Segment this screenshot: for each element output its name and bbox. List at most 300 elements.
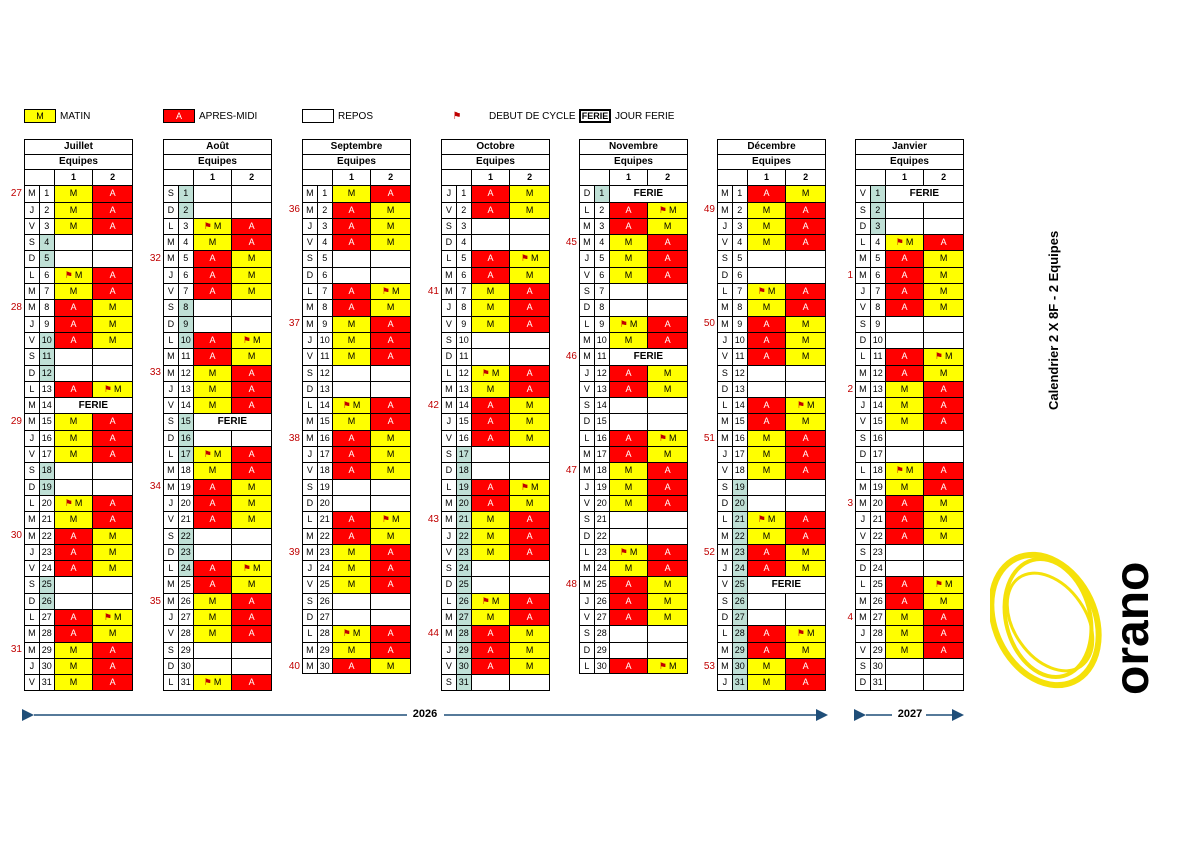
shift-cell: A [472, 414, 511, 429]
week-number: 2 [847, 383, 853, 395]
shift-cell: M [472, 317, 511, 332]
day-number: 19 [457, 480, 472, 495]
day-row [302, 381, 411, 397]
shift-cell: A [232, 219, 271, 234]
weekday: S [303, 480, 318, 495]
ferie-label: FERIE [217, 416, 248, 428]
weekday: S [718, 594, 733, 609]
shift-cell: A [472, 203, 511, 218]
weekday: M [164, 349, 179, 364]
day-row [579, 397, 688, 413]
day-number: 10 [871, 333, 886, 348]
shift-cell: ⚑ M [610, 545, 649, 560]
shift-cell: A [93, 512, 132, 527]
weekday: J [856, 284, 871, 299]
day-number: 29 [733, 643, 748, 658]
weekday: S [442, 333, 457, 348]
orano-logo [990, 520, 1170, 715]
day-number: 2 [40, 203, 55, 218]
shift-cell: M [371, 300, 410, 315]
shift-cell [333, 594, 372, 609]
day-row [24, 642, 133, 658]
day-number: 14 [318, 398, 333, 413]
day-number: 14 [871, 398, 886, 413]
shift-cell: A [748, 545, 787, 560]
day-row [855, 299, 964, 315]
day-row [163, 658, 272, 674]
shift-cell: A [93, 414, 132, 429]
day-number: 20 [871, 496, 886, 511]
day-row [855, 479, 964, 495]
weekday: D [164, 659, 179, 674]
week-number: 35 [149, 595, 161, 607]
week-number: 43 [427, 514, 439, 525]
weekday: M [164, 594, 179, 609]
day-row [441, 462, 550, 478]
day-number: 1 [871, 186, 886, 201]
shift-cell: A [510, 300, 549, 315]
weekday: M [442, 496, 457, 511]
shift-cell [886, 545, 925, 560]
shift-cell: A [648, 235, 687, 250]
shift-cell: ⚑ M [93, 382, 132, 397]
day-number: 25 [595, 577, 610, 592]
day-row [163, 234, 272, 250]
shift-cell [55, 594, 94, 609]
shift-cell: M [886, 398, 925, 413]
weekday: S [442, 447, 457, 462]
shift-cell [510, 577, 549, 592]
shift-cell: ⚑ M [472, 366, 511, 381]
day-row [579, 528, 688, 544]
legend-box: A [163, 109, 195, 123]
week-number: 36 [288, 204, 300, 216]
shift-cell: A [333, 529, 372, 544]
weekday: J [442, 529, 457, 544]
weekday: V [856, 643, 871, 658]
day-row [302, 202, 411, 218]
shift-cell: M [93, 561, 132, 576]
day-row [163, 202, 272, 218]
shift-cell [232, 431, 271, 446]
day-row [855, 185, 964, 201]
shift-cell: A [886, 268, 925, 283]
shift-cell [924, 675, 963, 689]
weekday: M [856, 366, 871, 381]
day-row [855, 462, 964, 478]
day-number: 7 [595, 284, 610, 299]
team-label: 2 [527, 172, 533, 182]
day-number: 11 [40, 349, 55, 364]
day-number: 6 [318, 268, 333, 283]
shift-cell [886, 203, 925, 218]
weekday: M [580, 219, 595, 234]
shift-cell [610, 284, 649, 299]
shift-cell: A [748, 626, 787, 641]
equipes-label: Equipes [717, 154, 826, 169]
day-number: 3 [318, 219, 333, 234]
shift-cell: M [648, 594, 687, 609]
shift-cell [194, 643, 233, 658]
day-row [163, 250, 272, 266]
equipes-label: Equipes [163, 154, 272, 169]
weekday: J [580, 594, 595, 609]
shift-cell [924, 317, 963, 332]
day-row [163, 528, 272, 544]
weekday: D [856, 333, 871, 348]
weekday: S [164, 300, 179, 315]
day-row [441, 218, 550, 234]
day-row [579, 609, 688, 625]
day-number: 1 [179, 186, 194, 201]
weekday: V [164, 626, 179, 641]
weekday: S [718, 480, 733, 495]
shift-cell: A [371, 349, 410, 364]
shift-cell [648, 398, 687, 413]
day-row [855, 625, 964, 641]
day-number: 13 [318, 382, 333, 397]
day-row [717, 446, 826, 462]
day-row [24, 234, 133, 250]
shift-cell: A [886, 594, 925, 609]
day-number: 6 [871, 268, 886, 283]
month-name: Août [163, 139, 272, 154]
day-number: 18 [733, 463, 748, 478]
shift-cell: A [786, 463, 825, 478]
weekday: V [303, 349, 318, 364]
day-row [441, 397, 550, 413]
day-number: 26 [733, 594, 748, 609]
shift-cell: A [786, 512, 825, 527]
shift-cell: A [55, 545, 94, 560]
day-number: 16 [40, 431, 55, 446]
day-row [163, 348, 272, 364]
shift-cell [886, 333, 925, 348]
weekday: V [442, 317, 457, 332]
shift-cell: M [194, 626, 233, 641]
day-number: 30 [457, 659, 472, 674]
ferie-label: FERIE [633, 351, 664, 363]
shift-cell [610, 529, 649, 544]
day-row [717, 560, 826, 576]
day-row [302, 560, 411, 576]
weekday: S [25, 349, 40, 364]
day-row [302, 218, 411, 234]
shift-cell: M [472, 284, 511, 299]
shift-cell [55, 480, 94, 495]
weekday: J [718, 333, 733, 348]
week-number: 48 [565, 579, 577, 591]
day-number: 18 [595, 463, 610, 478]
team-header-row [855, 169, 964, 185]
day-number: 30 [40, 659, 55, 674]
shift-cell [510, 219, 549, 234]
week-number: 4 [847, 611, 853, 623]
shift-cell [333, 610, 372, 625]
day-number: 27 [457, 610, 472, 625]
day-row [24, 348, 133, 364]
shift-cell: A [786, 284, 825, 299]
day-row [855, 202, 964, 218]
day-row [441, 642, 550, 658]
day-number: 14 [595, 398, 610, 413]
shift-cell: ⚑ M [55, 496, 94, 511]
weekday: M [164, 235, 179, 250]
day-number: 21 [457, 512, 472, 527]
day-number: 27 [733, 610, 748, 625]
shift-cell: M [510, 186, 549, 201]
day-row [579, 267, 688, 283]
shift-cell [648, 512, 687, 527]
day-row [441, 560, 550, 576]
day-number: 3 [733, 219, 748, 234]
shift-cell: A [886, 529, 925, 544]
day-row [855, 658, 964, 674]
day-number: 15 [457, 414, 472, 429]
weekday: D [442, 463, 457, 478]
shift-cell: M [194, 366, 233, 381]
day-row [302, 283, 411, 299]
team-label: 2 [665, 172, 671, 182]
weekday: S [856, 203, 871, 218]
weekday: J [718, 219, 733, 234]
day-row [441, 625, 550, 641]
weekday: J [442, 414, 457, 429]
day-row [717, 642, 826, 658]
shift-cell: A [648, 268, 687, 283]
shift-cell: A [55, 610, 94, 625]
day-row [302, 234, 411, 250]
team-label: 1 [610, 170, 649, 185]
shift-cell: M [924, 366, 963, 381]
shift-cell: M [924, 284, 963, 299]
day-number: 31 [457, 675, 472, 689]
day-number: 3 [595, 219, 610, 234]
shift-cell [510, 235, 549, 250]
day-row [163, 365, 272, 381]
shift-cell: M [510, 431, 549, 446]
day-number: 11 [457, 349, 472, 364]
day-row [855, 593, 964, 609]
year-2027: 2027 [897, 708, 923, 720]
day-row [717, 397, 826, 413]
day-row [24, 365, 133, 381]
day-number: 13 [733, 382, 748, 397]
day-number: 28 [871, 626, 886, 641]
team-label: 1 [333, 170, 372, 185]
team-header-row [441, 169, 550, 185]
weekday: S [442, 561, 457, 576]
day-row [24, 576, 133, 592]
day-row [163, 185, 272, 201]
day-row [24, 446, 133, 462]
weekday: D [25, 366, 40, 381]
day-number: 28 [40, 626, 55, 641]
day-number: 21 [595, 512, 610, 527]
day-row [717, 185, 826, 201]
shift-cell: A [371, 643, 410, 658]
shift-cell: M [748, 300, 787, 315]
weekday: M [856, 610, 871, 625]
day-row [717, 365, 826, 381]
day-row [302, 609, 411, 625]
shift-cell: A [648, 317, 687, 332]
day-number: 4 [318, 235, 333, 250]
weekday: J [164, 268, 179, 283]
shift-cell [786, 610, 825, 625]
month-6 [855, 139, 964, 691]
shift-cell: A [748, 349, 787, 364]
day-row [302, 397, 411, 413]
weekday: L [856, 349, 871, 364]
shift-cell [194, 545, 233, 560]
day-number: 2 [179, 203, 194, 218]
day-number: 9 [318, 317, 333, 332]
day-row [163, 511, 272, 527]
weekday: V [164, 512, 179, 527]
day-row [24, 283, 133, 299]
day-row [441, 332, 550, 348]
weekday: J [718, 675, 733, 689]
shift-cell: A [748, 398, 787, 413]
week-number: 38 [288, 432, 300, 444]
weekday: L [580, 317, 595, 332]
legend-label: MATIN [60, 110, 91, 122]
weekday: D [25, 594, 40, 609]
day-number: 14 [733, 398, 748, 413]
day-row [24, 495, 133, 511]
weekday: S [856, 545, 871, 560]
weekday: M [580, 577, 595, 592]
weekday: L [164, 561, 179, 576]
day-row [163, 462, 272, 478]
shift-cell: A [55, 300, 94, 315]
shift-cell: M [786, 561, 825, 576]
shift-cell [886, 431, 925, 446]
legend-item [302, 108, 373, 124]
day-row [163, 218, 272, 234]
shift-cell [472, 349, 511, 364]
weekday: V [580, 610, 595, 625]
shift-cell [786, 480, 825, 495]
day-number: 6 [733, 268, 748, 283]
shift-cell: ⚑ M [924, 349, 963, 364]
weekday: D [303, 268, 318, 283]
day-number: 19 [595, 480, 610, 495]
day-number: 16 [595, 431, 610, 446]
shift-cell: M [472, 512, 511, 527]
weekday: D [580, 300, 595, 315]
legend-label: REPOS [338, 110, 374, 122]
shift-cell [786, 268, 825, 283]
weekday: S [164, 529, 179, 544]
shift-cell: M [55, 414, 94, 429]
shift-cell: A [786, 675, 825, 689]
shift-cell: A [93, 643, 132, 658]
shift-cell: M [55, 643, 94, 658]
day-number: 2 [457, 203, 472, 218]
weekday: M [856, 496, 871, 511]
day-row [302, 544, 411, 560]
weekday: J [164, 496, 179, 511]
weekday: J [303, 333, 318, 348]
shift-cell [924, 659, 963, 674]
shift-cell [93, 463, 132, 478]
day-row [163, 576, 272, 592]
day-row [717, 316, 826, 332]
day-number: 16 [733, 431, 748, 446]
day-number: 23 [457, 545, 472, 560]
day-row [441, 593, 550, 609]
shift-cell: M [93, 333, 132, 348]
shift-cell: ⚑ M [748, 512, 787, 527]
shift-cell: A [510, 594, 549, 609]
day-row [441, 430, 550, 446]
day-row [302, 250, 411, 266]
day-row [163, 267, 272, 283]
day-number: 28 [457, 626, 472, 641]
day-number: 26 [40, 594, 55, 609]
weekday: V [303, 577, 318, 592]
day-row [441, 544, 550, 560]
weekday: M [25, 398, 40, 413]
day-number: 9 [733, 317, 748, 332]
weekday: M [718, 414, 733, 429]
day-row [855, 528, 964, 544]
day-row [855, 413, 964, 429]
shift-cell: M [55, 219, 94, 234]
shift-cell: M [55, 447, 94, 462]
weekday: L [442, 366, 457, 381]
shift-cell: A [371, 186, 410, 201]
shift-cell: A [55, 382, 94, 397]
shift-cell: M [55, 659, 94, 674]
day-row [855, 430, 964, 446]
day-row [163, 642, 272, 658]
weekday: M [25, 643, 40, 658]
weekday: M [580, 333, 595, 348]
day-number: 3 [40, 219, 55, 234]
day-number: 23 [595, 545, 610, 560]
weekday: J [164, 382, 179, 397]
shift-cell [55, 251, 94, 266]
day-number: 11 [595, 349, 610, 364]
shift-cell: A [371, 577, 410, 592]
weekday: M [164, 251, 179, 266]
day-number: 24 [871, 561, 886, 576]
shift-cell: A [232, 447, 271, 462]
day-number: 12 [318, 366, 333, 381]
day-row [855, 365, 964, 381]
weekday: J [580, 480, 595, 495]
day-row [441, 658, 550, 674]
weekday: D [303, 496, 318, 511]
shift-cell: M [232, 251, 271, 266]
day-row [579, 185, 688, 201]
day-number: 23 [40, 545, 55, 560]
shift-cell: A [194, 333, 233, 348]
day-row [579, 381, 688, 397]
shift-cell: ⚑ M [93, 610, 132, 625]
day-row [163, 397, 272, 413]
shift-cell: M [510, 268, 549, 283]
day-row [302, 332, 411, 348]
month-name: Novembre [579, 139, 688, 154]
shift-cell: A [786, 529, 825, 544]
day-row [441, 299, 550, 315]
shift-cell: M [924, 268, 963, 283]
shift-cell: A [924, 626, 963, 641]
